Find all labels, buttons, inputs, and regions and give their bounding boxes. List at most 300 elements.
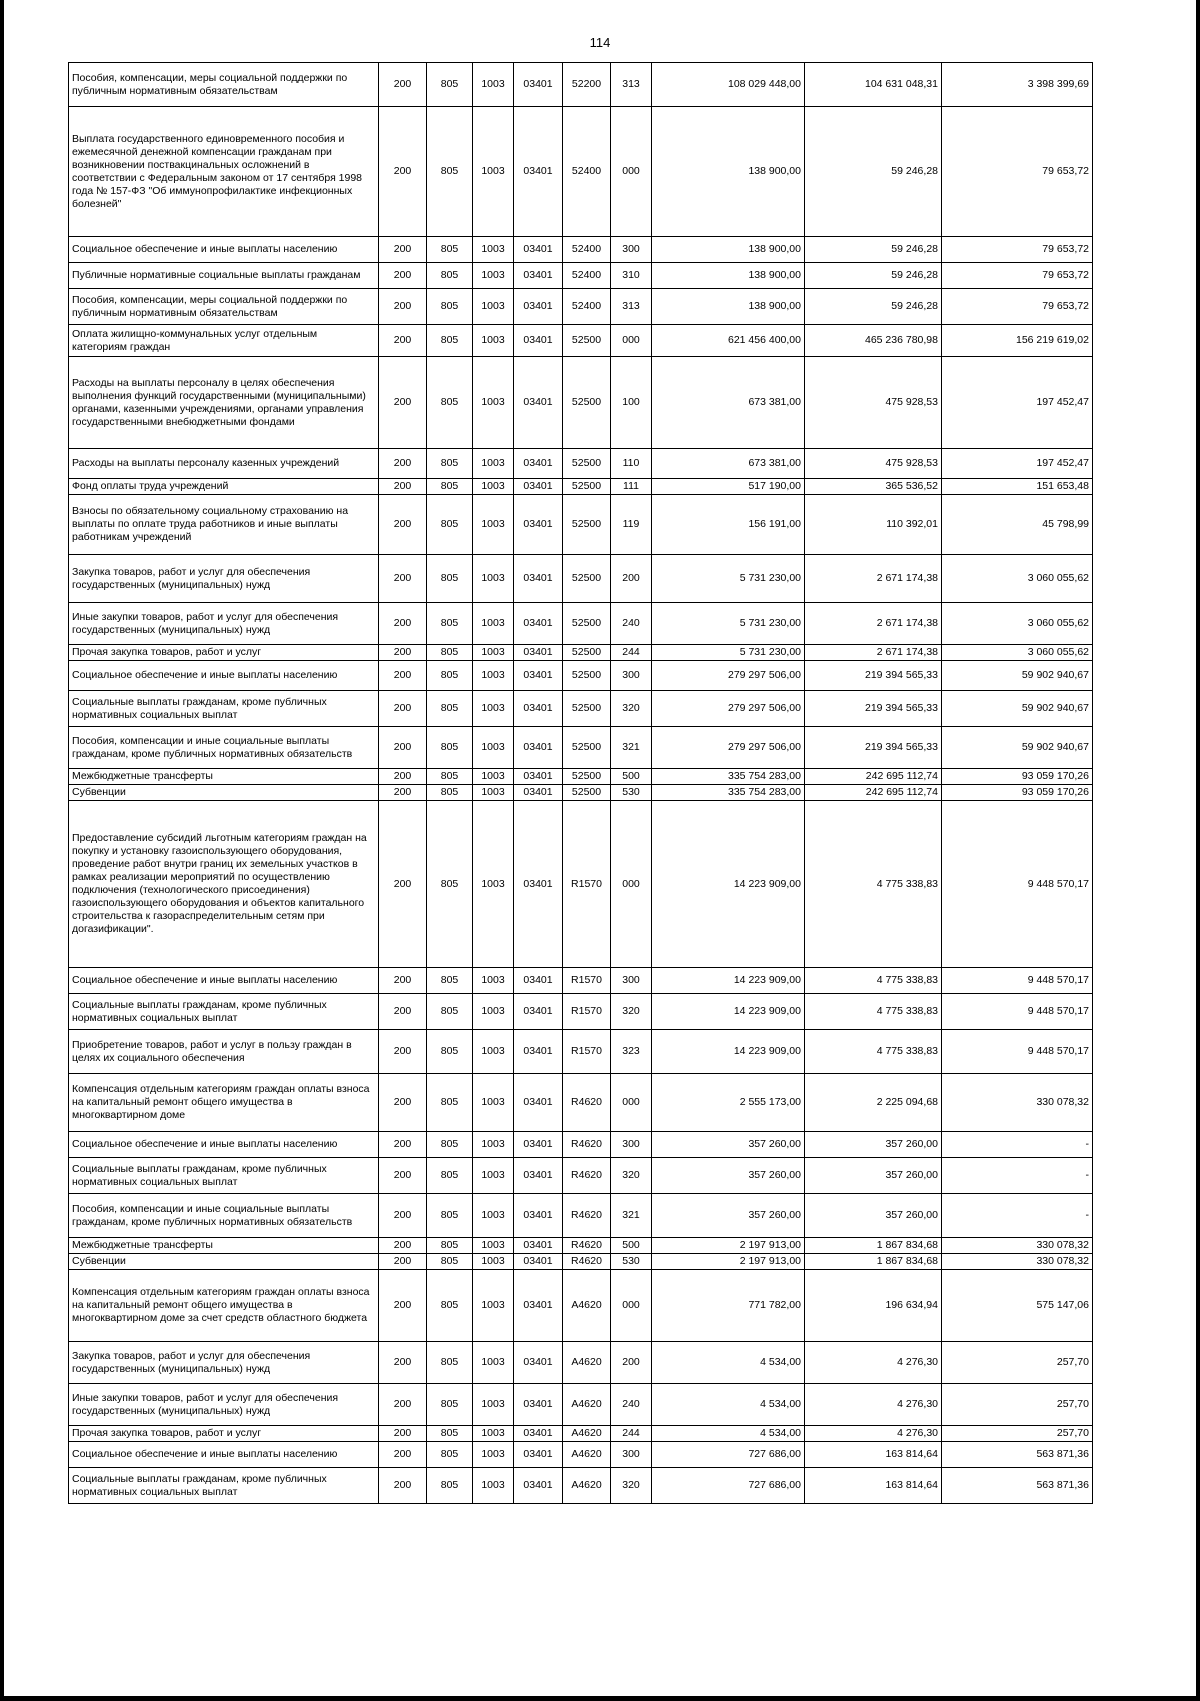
amount-approved: 727 686,00 [652, 1468, 805, 1504]
code-admin: 200 [379, 603, 427, 645]
table-row [69, 769, 1093, 785]
code-dept: 805 [427, 1442, 473, 1468]
code-direction: A4620 [563, 1270, 611, 1342]
code-dept: 805 [427, 263, 473, 289]
code-admin: 200 [379, 1074, 427, 1132]
amount-approved: 517 190,00 [652, 479, 805, 495]
code-section: 1003 [473, 449, 514, 479]
code-dept: 805 [427, 63, 473, 107]
code-expense-type: 244 [611, 645, 652, 661]
code-program: 03401 [514, 769, 563, 785]
code-direction: A4620 [563, 1342, 611, 1384]
row-name: Социальное обеспечение и иные выплаты населению [69, 237, 379, 263]
amount-remaining: - [942, 1132, 1093, 1158]
code-expense-type: 500 [611, 769, 652, 785]
code-direction: 52500 [563, 661, 611, 691]
code-section: 1003 [473, 661, 514, 691]
code-expense-type: 300 [611, 1442, 652, 1468]
table-row [69, 1342, 1093, 1384]
table-row [69, 1442, 1093, 1468]
code-direction: R1570 [563, 1030, 611, 1074]
code-program: 03401 [514, 968, 563, 994]
code-dept: 805 [427, 994, 473, 1030]
code-expense-type: 111 [611, 479, 652, 495]
row-name: Пособия, компенсации и иные социальные выплаты гражданам, кроме публичных нормативных обязательств [69, 1194, 379, 1238]
table-row [69, 785, 1093, 801]
row-name: Социальное обеспечение и иные выплаты населению [69, 1442, 379, 1468]
code-direction: 52500 [563, 691, 611, 727]
code-section: 1003 [473, 289, 514, 325]
code-dept: 805 [427, 107, 473, 237]
code-expense-type: 000 [611, 107, 652, 237]
table-row [69, 479, 1093, 495]
code-dept: 805 [427, 1342, 473, 1384]
row-name: Пособия, компенсации, меры социальной поддержки по публичным нормативным обязательствам [69, 289, 379, 325]
code-program: 03401 [514, 645, 563, 661]
code-admin: 200 [379, 727, 427, 769]
code-section: 1003 [473, 237, 514, 263]
code-admin: 200 [379, 1384, 427, 1426]
amount-executed: 357 260,00 [805, 1158, 942, 1194]
code-direction: R1570 [563, 968, 611, 994]
code-dept: 805 [427, 1468, 473, 1504]
row-name: Межбюджетные трансферты [69, 769, 379, 785]
row-name: Социальное обеспечение и иные выплаты населению [69, 968, 379, 994]
code-dept: 805 [427, 1270, 473, 1342]
code-section: 1003 [473, 994, 514, 1030]
code-direction: 52500 [563, 357, 611, 449]
row-name: Приобретение товаров, работ и услуг в пользу граждан в целях их социального обеспечения [69, 1030, 379, 1074]
code-dept: 805 [427, 479, 473, 495]
table-row [69, 1194, 1093, 1238]
amount-remaining: 197 452,47 [942, 357, 1093, 449]
code-program: 03401 [514, 63, 563, 107]
code-section: 1003 [473, 1468, 514, 1504]
code-dept: 805 [427, 449, 473, 479]
code-dept: 805 [427, 357, 473, 449]
row-name: Социальные выплаты гражданам, кроме публичных нормативных социальных выплат [69, 994, 379, 1030]
row-name: Расходы на выплаты персоналу в целях обеспечения выполнения функций государственными (муниципальными) органами, казенными учреждениями, органами управления государственными внебюджетными фондами [69, 357, 379, 449]
table-row [69, 495, 1093, 555]
code-program: 03401 [514, 691, 563, 727]
amount-executed: 59 246,28 [805, 107, 942, 237]
code-admin: 200 [379, 449, 427, 479]
page-number: 114 [589, 35, 611, 50]
amount-executed: 219 394 565,33 [805, 727, 942, 769]
code-admin: 200 [379, 1426, 427, 1442]
code-section: 1003 [473, 801, 514, 968]
amount-executed: 4 775 338,83 [805, 1030, 942, 1074]
code-admin: 200 [379, 1030, 427, 1074]
code-direction: 52400 [563, 263, 611, 289]
code-direction: 52200 [563, 63, 611, 107]
code-direction: R4620 [563, 1238, 611, 1254]
code-expense-type: 530 [611, 785, 652, 801]
code-dept: 805 [427, 801, 473, 968]
row-name: Оплата жилищно-коммунальных услуг отдельным категориям граждан [69, 325, 379, 357]
code-program: 03401 [514, 449, 563, 479]
code-dept: 805 [427, 495, 473, 555]
code-program: 03401 [514, 479, 563, 495]
amount-executed: 163 814,64 [805, 1442, 942, 1468]
code-program: 03401 [514, 357, 563, 449]
code-program: 03401 [514, 1074, 563, 1132]
code-program: 03401 [514, 1342, 563, 1384]
code-admin: 200 [379, 325, 427, 357]
amount-approved: 279 297 506,00 [652, 727, 805, 769]
amount-executed: 2 225 094,68 [805, 1074, 942, 1132]
code-admin: 200 [379, 691, 427, 727]
row-name: Прочая закупка товаров, работ и услуг [69, 1426, 379, 1442]
code-admin: 200 [379, 1132, 427, 1158]
code-admin: 200 [379, 785, 427, 801]
row-name: Социальное обеспечение и иные выплаты населению [69, 661, 379, 691]
code-section: 1003 [473, 1254, 514, 1270]
amount-approved: 357 260,00 [652, 1158, 805, 1194]
row-name: Взносы по обязательному социальному страхованию на выплаты по оплате труда работников и иные выплаты работникам учреждений [69, 495, 379, 555]
code-expense-type: 320 [611, 691, 652, 727]
code-dept: 805 [427, 1254, 473, 1270]
code-admin: 200 [379, 479, 427, 495]
code-admin: 200 [379, 1342, 427, 1384]
amount-executed: 4 775 338,83 [805, 801, 942, 968]
code-section: 1003 [473, 63, 514, 107]
table-row [69, 449, 1093, 479]
code-direction: 52400 [563, 107, 611, 237]
code-expense-type: 000 [611, 1270, 652, 1342]
amount-executed: 2 671 174,38 [805, 555, 942, 603]
code-direction: R1570 [563, 994, 611, 1030]
amount-approved: 5 731 230,00 [652, 603, 805, 645]
code-dept: 805 [427, 289, 473, 325]
code-expense-type: 530 [611, 1254, 652, 1270]
amount-remaining: 93 059 170,26 [942, 769, 1093, 785]
row-name: Субвенции [69, 1254, 379, 1270]
amount-approved: 138 900,00 [652, 107, 805, 237]
amount-executed: 4 276,30 [805, 1342, 942, 1384]
amount-remaining: 79 653,72 [942, 237, 1093, 263]
code-program: 03401 [514, 801, 563, 968]
code-dept: 805 [427, 1426, 473, 1442]
amount-approved: 108 029 448,00 [652, 63, 805, 107]
table-row [69, 1030, 1093, 1074]
code-program: 03401 [514, 263, 563, 289]
amount-approved: 14 223 909,00 [652, 801, 805, 968]
code-program: 03401 [514, 107, 563, 237]
code-expense-type: 300 [611, 968, 652, 994]
code-direction: R4620 [563, 1194, 611, 1238]
code-section: 1003 [473, 1132, 514, 1158]
amount-approved: 14 223 909,00 [652, 968, 805, 994]
code-dept: 805 [427, 1194, 473, 1238]
code-dept: 805 [427, 691, 473, 727]
amount-executed: 163 814,64 [805, 1468, 942, 1504]
code-expense-type: 500 [611, 1238, 652, 1254]
code-admin: 200 [379, 1158, 427, 1194]
amount-executed: 104 631 048,31 [805, 63, 942, 107]
amount-approved: 4 534,00 [652, 1342, 805, 1384]
code-program: 03401 [514, 1384, 563, 1426]
code-program: 03401 [514, 237, 563, 263]
code-section: 1003 [473, 263, 514, 289]
amount-executed: 110 392,01 [805, 495, 942, 555]
code-admin: 200 [379, 289, 427, 325]
code-section: 1003 [473, 645, 514, 661]
code-direction: R1570 [563, 801, 611, 968]
code-program: 03401 [514, 1426, 563, 1442]
amount-remaining: - [942, 1194, 1093, 1238]
table-row [69, 1074, 1093, 1132]
table-row [69, 1426, 1093, 1442]
amount-remaining: 257,70 [942, 1384, 1093, 1426]
amount-remaining: 93 059 170,26 [942, 785, 1093, 801]
code-admin: 200 [379, 769, 427, 785]
code-program: 03401 [514, 994, 563, 1030]
code-direction: R4620 [563, 1254, 611, 1270]
code-expense-type: 240 [611, 603, 652, 645]
code-section: 1003 [473, 1442, 514, 1468]
code-expense-type: 313 [611, 289, 652, 325]
code-section: 1003 [473, 1270, 514, 1342]
row-name: Социальные выплаты гражданам, кроме публичных нормативных социальных выплат [69, 691, 379, 727]
code-direction: R4620 [563, 1074, 611, 1132]
amount-approved: 138 900,00 [652, 237, 805, 263]
amount-approved: 771 782,00 [652, 1270, 805, 1342]
amount-approved: 14 223 909,00 [652, 1030, 805, 1074]
table-row [69, 263, 1093, 289]
row-name: Пособия, компенсации, меры социальной поддержки по публичным нормативным обязательствам [69, 63, 379, 107]
code-direction: 52500 [563, 449, 611, 479]
code-expense-type: 300 [611, 237, 652, 263]
code-expense-type: 300 [611, 1132, 652, 1158]
amount-executed: 196 634,94 [805, 1270, 942, 1342]
code-expense-type: 000 [611, 325, 652, 357]
amount-remaining: 59 902 940,67 [942, 661, 1093, 691]
row-name: Иные закупки товаров, работ и услуг для обеспечения государственных (муниципальных) нужд [69, 1384, 379, 1426]
code-section: 1003 [473, 1030, 514, 1074]
amount-remaining: 9 448 570,17 [942, 968, 1093, 994]
code-direction: A4620 [563, 1426, 611, 1442]
table-row [69, 289, 1093, 325]
amount-remaining: 156 219 619,02 [942, 325, 1093, 357]
code-dept: 805 [427, 603, 473, 645]
amount-remaining: 9 448 570,17 [942, 1030, 1093, 1074]
table-body [69, 63, 1093, 1504]
code-admin: 200 [379, 661, 427, 691]
code-dept: 805 [427, 1074, 473, 1132]
amount-remaining: 330 078,32 [942, 1238, 1093, 1254]
code-expense-type: 323 [611, 1030, 652, 1074]
code-program: 03401 [514, 1468, 563, 1504]
table-row [69, 603, 1093, 645]
code-expense-type: 320 [611, 994, 652, 1030]
code-section: 1003 [473, 325, 514, 357]
amount-executed: 1 867 834,68 [805, 1238, 942, 1254]
amount-remaining: 563 871,36 [942, 1468, 1093, 1504]
code-admin: 200 [379, 1270, 427, 1342]
amount-approved: 5 731 230,00 [652, 555, 805, 603]
code-section: 1003 [473, 1238, 514, 1254]
row-name: Компенсация отдельным категориям граждан оплаты взноса на капитальный ремонт общего имущества в многоквартирном доме [69, 1074, 379, 1132]
amount-approved: 727 686,00 [652, 1442, 805, 1468]
code-expense-type: 000 [611, 1074, 652, 1132]
amount-approved: 2 555 173,00 [652, 1074, 805, 1132]
table-row [69, 63, 1093, 107]
amount-remaining: - [942, 1158, 1093, 1194]
amount-remaining: 257,70 [942, 1426, 1093, 1442]
amount-executed: 465 236 780,98 [805, 325, 942, 357]
budget-execution-table [68, 62, 1093, 1504]
row-name: Компенсация отдельным категориям граждан оплаты взноса на капитальный ремонт общего имущества в многоквартирном доме за счет средств областного бюджета [69, 1270, 379, 1342]
amount-executed: 242 695 112,74 [805, 769, 942, 785]
amount-executed: 2 671 174,38 [805, 645, 942, 661]
code-program: 03401 [514, 785, 563, 801]
code-dept: 805 [427, 1384, 473, 1426]
code-dept: 805 [427, 1158, 473, 1194]
code-direction: A4620 [563, 1442, 611, 1468]
code-expense-type: 320 [611, 1468, 652, 1504]
amount-executed: 357 260,00 [805, 1194, 942, 1238]
code-dept: 805 [427, 785, 473, 801]
amount-approved: 14 223 909,00 [652, 994, 805, 1030]
amount-approved: 156 191,00 [652, 495, 805, 555]
amount-executed: 4 775 338,83 [805, 968, 942, 994]
amount-remaining: 9 448 570,17 [942, 801, 1093, 968]
table-row [69, 1468, 1093, 1504]
amount-executed: 59 246,28 [805, 263, 942, 289]
amount-approved: 673 381,00 [652, 357, 805, 449]
code-program: 03401 [514, 1270, 563, 1342]
row-name: Пособия, компенсации и иные социальные выплаты гражданам, кроме публичных нормативных обязательств [69, 727, 379, 769]
amount-executed: 219 394 565,33 [805, 691, 942, 727]
code-direction: 52500 [563, 645, 611, 661]
code-dept: 805 [427, 1030, 473, 1074]
amount-approved: 335 754 283,00 [652, 785, 805, 801]
code-admin: 200 [379, 357, 427, 449]
code-direction: 52400 [563, 237, 611, 263]
row-name: Фонд оплаты труда учреждений [69, 479, 379, 495]
amount-approved: 4 534,00 [652, 1384, 805, 1426]
amount-approved: 335 754 283,00 [652, 769, 805, 785]
code-section: 1003 [473, 691, 514, 727]
code-section: 1003 [473, 1074, 514, 1132]
code-section: 1003 [473, 1426, 514, 1442]
code-section: 1003 [473, 1158, 514, 1194]
table-row [69, 325, 1093, 357]
code-program: 03401 [514, 1238, 563, 1254]
code-section: 1003 [473, 603, 514, 645]
code-program: 03401 [514, 1254, 563, 1270]
table-row [69, 968, 1093, 994]
code-dept: 805 [427, 1238, 473, 1254]
amount-remaining: 330 078,32 [942, 1254, 1093, 1270]
code-section: 1003 [473, 968, 514, 994]
code-dept: 805 [427, 325, 473, 357]
table-row [69, 237, 1093, 263]
code-expense-type: 300 [611, 661, 652, 691]
code-direction: 52500 [563, 555, 611, 603]
amount-approved: 138 900,00 [652, 289, 805, 325]
code-direction: 52500 [563, 785, 611, 801]
code-expense-type: 200 [611, 1342, 652, 1384]
table-row [69, 1254, 1093, 1270]
code-section: 1003 [473, 357, 514, 449]
row-name: Закупка товаров, работ и услуг для обеспечения государственных (муниципальных) нужд [69, 1342, 379, 1384]
code-direction: 52500 [563, 603, 611, 645]
code-section: 1003 [473, 555, 514, 603]
row-name: Субвенции [69, 785, 379, 801]
code-expense-type: 240 [611, 1384, 652, 1426]
amount-approved: 279 297 506,00 [652, 661, 805, 691]
code-direction: 52500 [563, 769, 611, 785]
code-direction: R4620 [563, 1132, 611, 1158]
code-program: 03401 [514, 1030, 563, 1074]
amount-approved: 138 900,00 [652, 263, 805, 289]
amount-approved: 4 534,00 [652, 1426, 805, 1442]
amount-executed: 59 246,28 [805, 289, 942, 325]
row-name: Публичные нормативные социальные выплаты гражданам [69, 263, 379, 289]
code-expense-type: 200 [611, 555, 652, 603]
code-expense-type: 321 [611, 1194, 652, 1238]
code-admin: 200 [379, 994, 427, 1030]
code-admin: 200 [379, 555, 427, 603]
table-row [69, 1132, 1093, 1158]
row-name: Межбюджетные трансферты [69, 1238, 379, 1254]
code-admin: 200 [379, 1238, 427, 1254]
code-direction: 52400 [563, 289, 611, 325]
code-admin: 200 [379, 1442, 427, 1468]
amount-executed: 242 695 112,74 [805, 785, 942, 801]
code-program: 03401 [514, 1158, 563, 1194]
code-program: 03401 [514, 325, 563, 357]
amount-executed: 59 246,28 [805, 237, 942, 263]
code-admin: 200 [379, 645, 427, 661]
row-name: Расходы на выплаты персоналу казенных учреждений [69, 449, 379, 479]
code-admin: 200 [379, 107, 427, 237]
code-expense-type: 244 [611, 1426, 652, 1442]
code-dept: 805 [427, 237, 473, 263]
code-section: 1003 [473, 1384, 514, 1426]
code-direction: A4620 [563, 1384, 611, 1426]
code-admin: 200 [379, 1468, 427, 1504]
code-program: 03401 [514, 727, 563, 769]
row-name: Прочая закупка товаров, работ и услуг [69, 645, 379, 661]
amount-remaining: 79 653,72 [942, 263, 1093, 289]
amount-remaining: 575 147,06 [942, 1270, 1093, 1342]
code-admin: 200 [379, 801, 427, 968]
amount-executed: 4 276,30 [805, 1426, 942, 1442]
amount-executed: 475 928,53 [805, 357, 942, 449]
code-program: 03401 [514, 555, 563, 603]
code-admin: 200 [379, 1254, 427, 1270]
code-admin: 200 [379, 263, 427, 289]
amount-executed: 365 536,52 [805, 479, 942, 495]
amount-executed: 219 394 565,33 [805, 661, 942, 691]
code-admin: 200 [379, 237, 427, 263]
amount-approved: 357 260,00 [652, 1194, 805, 1238]
code-program: 03401 [514, 495, 563, 555]
table-row [69, 691, 1093, 727]
code-program: 03401 [514, 1132, 563, 1158]
code-dept: 805 [427, 727, 473, 769]
amount-remaining: 79 653,72 [942, 289, 1093, 325]
table-row [69, 1158, 1093, 1194]
table-row [69, 661, 1093, 691]
amount-remaining: 45 798,99 [942, 495, 1093, 555]
code-expense-type: 110 [611, 449, 652, 479]
amount-remaining: 3 060 055,62 [942, 603, 1093, 645]
amount-approved: 673 381,00 [652, 449, 805, 479]
